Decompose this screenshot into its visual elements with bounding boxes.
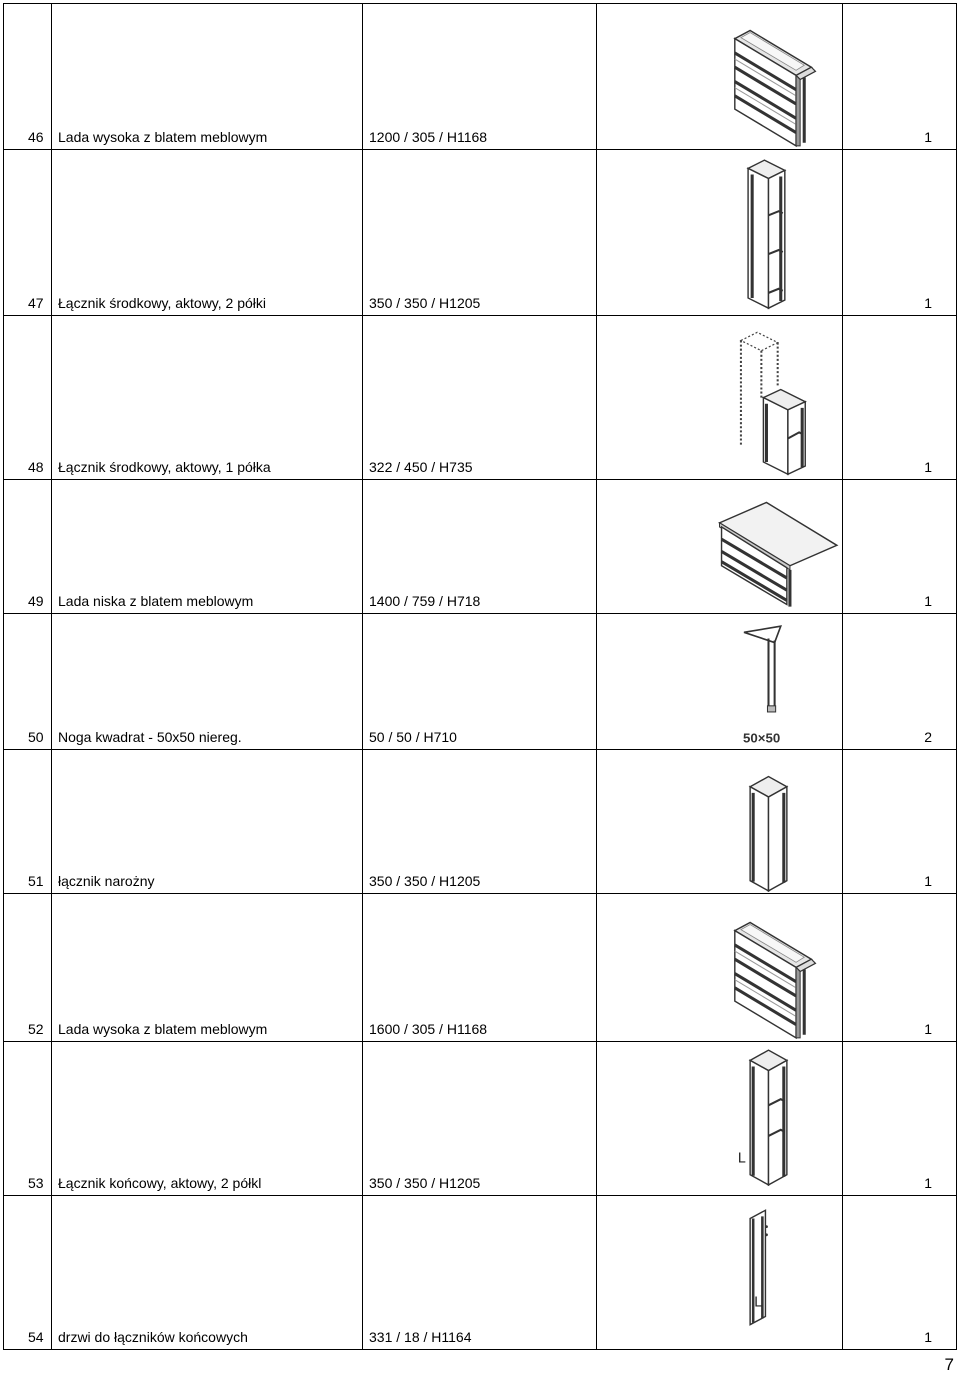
page-number: 7 [944, 1355, 954, 1374]
item-name: Lada niska z blatem meblowym [52, 480, 363, 614]
item-name: łącznik narożny [52, 750, 363, 894]
table-row [4, 480, 957, 614]
end-connector-icon [597, 1042, 842, 1195]
item-quantity: 1 [843, 750, 957, 894]
door-icon [597, 1196, 842, 1349]
item-number: 52 [4, 893, 52, 1041]
low-shelf-connector-icon [597, 316, 842, 479]
item-number: 53 [4, 1041, 52, 1195]
item-drawing [597, 480, 843, 614]
table-row [4, 150, 957, 316]
square-leg-icon [597, 616, 842, 749]
item-quantity: 1 [843, 316, 957, 480]
item-number: 50 [4, 614, 52, 750]
high-counter-icon [597, 898, 842, 1041]
item-name: Noga kwadrat - 50x50 niereg. [52, 614, 363, 750]
table-row [4, 750, 957, 894]
item-drawing [597, 316, 843, 480]
item-dimensions: 350 / 350 / H1205 [363, 750, 597, 894]
drawing-label: L [754, 1294, 763, 1311]
table-row [4, 1196, 957, 1350]
item-name: Lada wysoka z blatem meblowym [52, 4, 363, 150]
item-drawing [597, 1041, 843, 1195]
item-number: 46 [4, 4, 52, 150]
table-row [4, 1041, 957, 1195]
item-drawing [597, 893, 843, 1041]
item-drawing [597, 614, 843, 750]
low-counter-icon [597, 480, 842, 613]
table-row [4, 614, 957, 750]
table-row [4, 316, 957, 480]
item-drawing [597, 750, 843, 894]
item-dimensions: 322 / 450 / H735 [363, 316, 597, 480]
item-number: 47 [4, 150, 52, 316]
item-quantity: 1 [843, 893, 957, 1041]
item-name: Lada wysoka z blatem meblowym [52, 893, 363, 1041]
item-quantity: 1 [843, 4, 957, 150]
item-dimensions: 350 / 350 / H1205 [363, 150, 597, 316]
parts-table [3, 3, 957, 1350]
item-drawing [597, 1196, 843, 1350]
item-name: Łącznik środkowy, aktowy, 1 półka [52, 316, 363, 480]
item-quantity: 1 [843, 480, 957, 614]
item-name: Łącznik końcowy, aktowy, 2 półkl [52, 1041, 363, 1195]
item-quantity: 1 [843, 1196, 957, 1350]
item-dimensions: 350 / 350 / H1205 [363, 1041, 597, 1195]
item-number: 51 [4, 750, 52, 894]
drawing-label: 50×50 [742, 730, 781, 746]
corner-connector-icon [597, 750, 842, 893]
item-dimensions: 1400 / 759 / H718 [363, 480, 597, 614]
item-drawing [597, 150, 843, 316]
item-dimensions: 1200 / 305 / H1168 [363, 4, 597, 150]
item-quantity: 1 [843, 150, 957, 316]
table-row [4, 4, 957, 150]
high-counter-icon [597, 6, 842, 149]
item-quantity: 1 [843, 1041, 957, 1195]
item-name: drzwi do łączników końcowych [52, 1196, 363, 1350]
item-number: 48 [4, 316, 52, 480]
item-dimensions: 50 / 50 / H710 [363, 614, 597, 750]
item-dimensions: 331 / 18 / H1164 [363, 1196, 597, 1350]
item-dimensions: 1600 / 305 / H1168 [363, 893, 597, 1041]
item-name: Łącznik środkowy, aktowy, 2 półki [52, 150, 363, 316]
item-quantity: 2 [843, 614, 957, 750]
item-number: 49 [4, 480, 52, 614]
item-drawing [597, 4, 843, 150]
table-row [4, 893, 957, 1041]
tall-shelf-connector-icon [597, 152, 842, 315]
drawing-label: L [737, 1150, 746, 1167]
item-number: 54 [4, 1196, 52, 1350]
